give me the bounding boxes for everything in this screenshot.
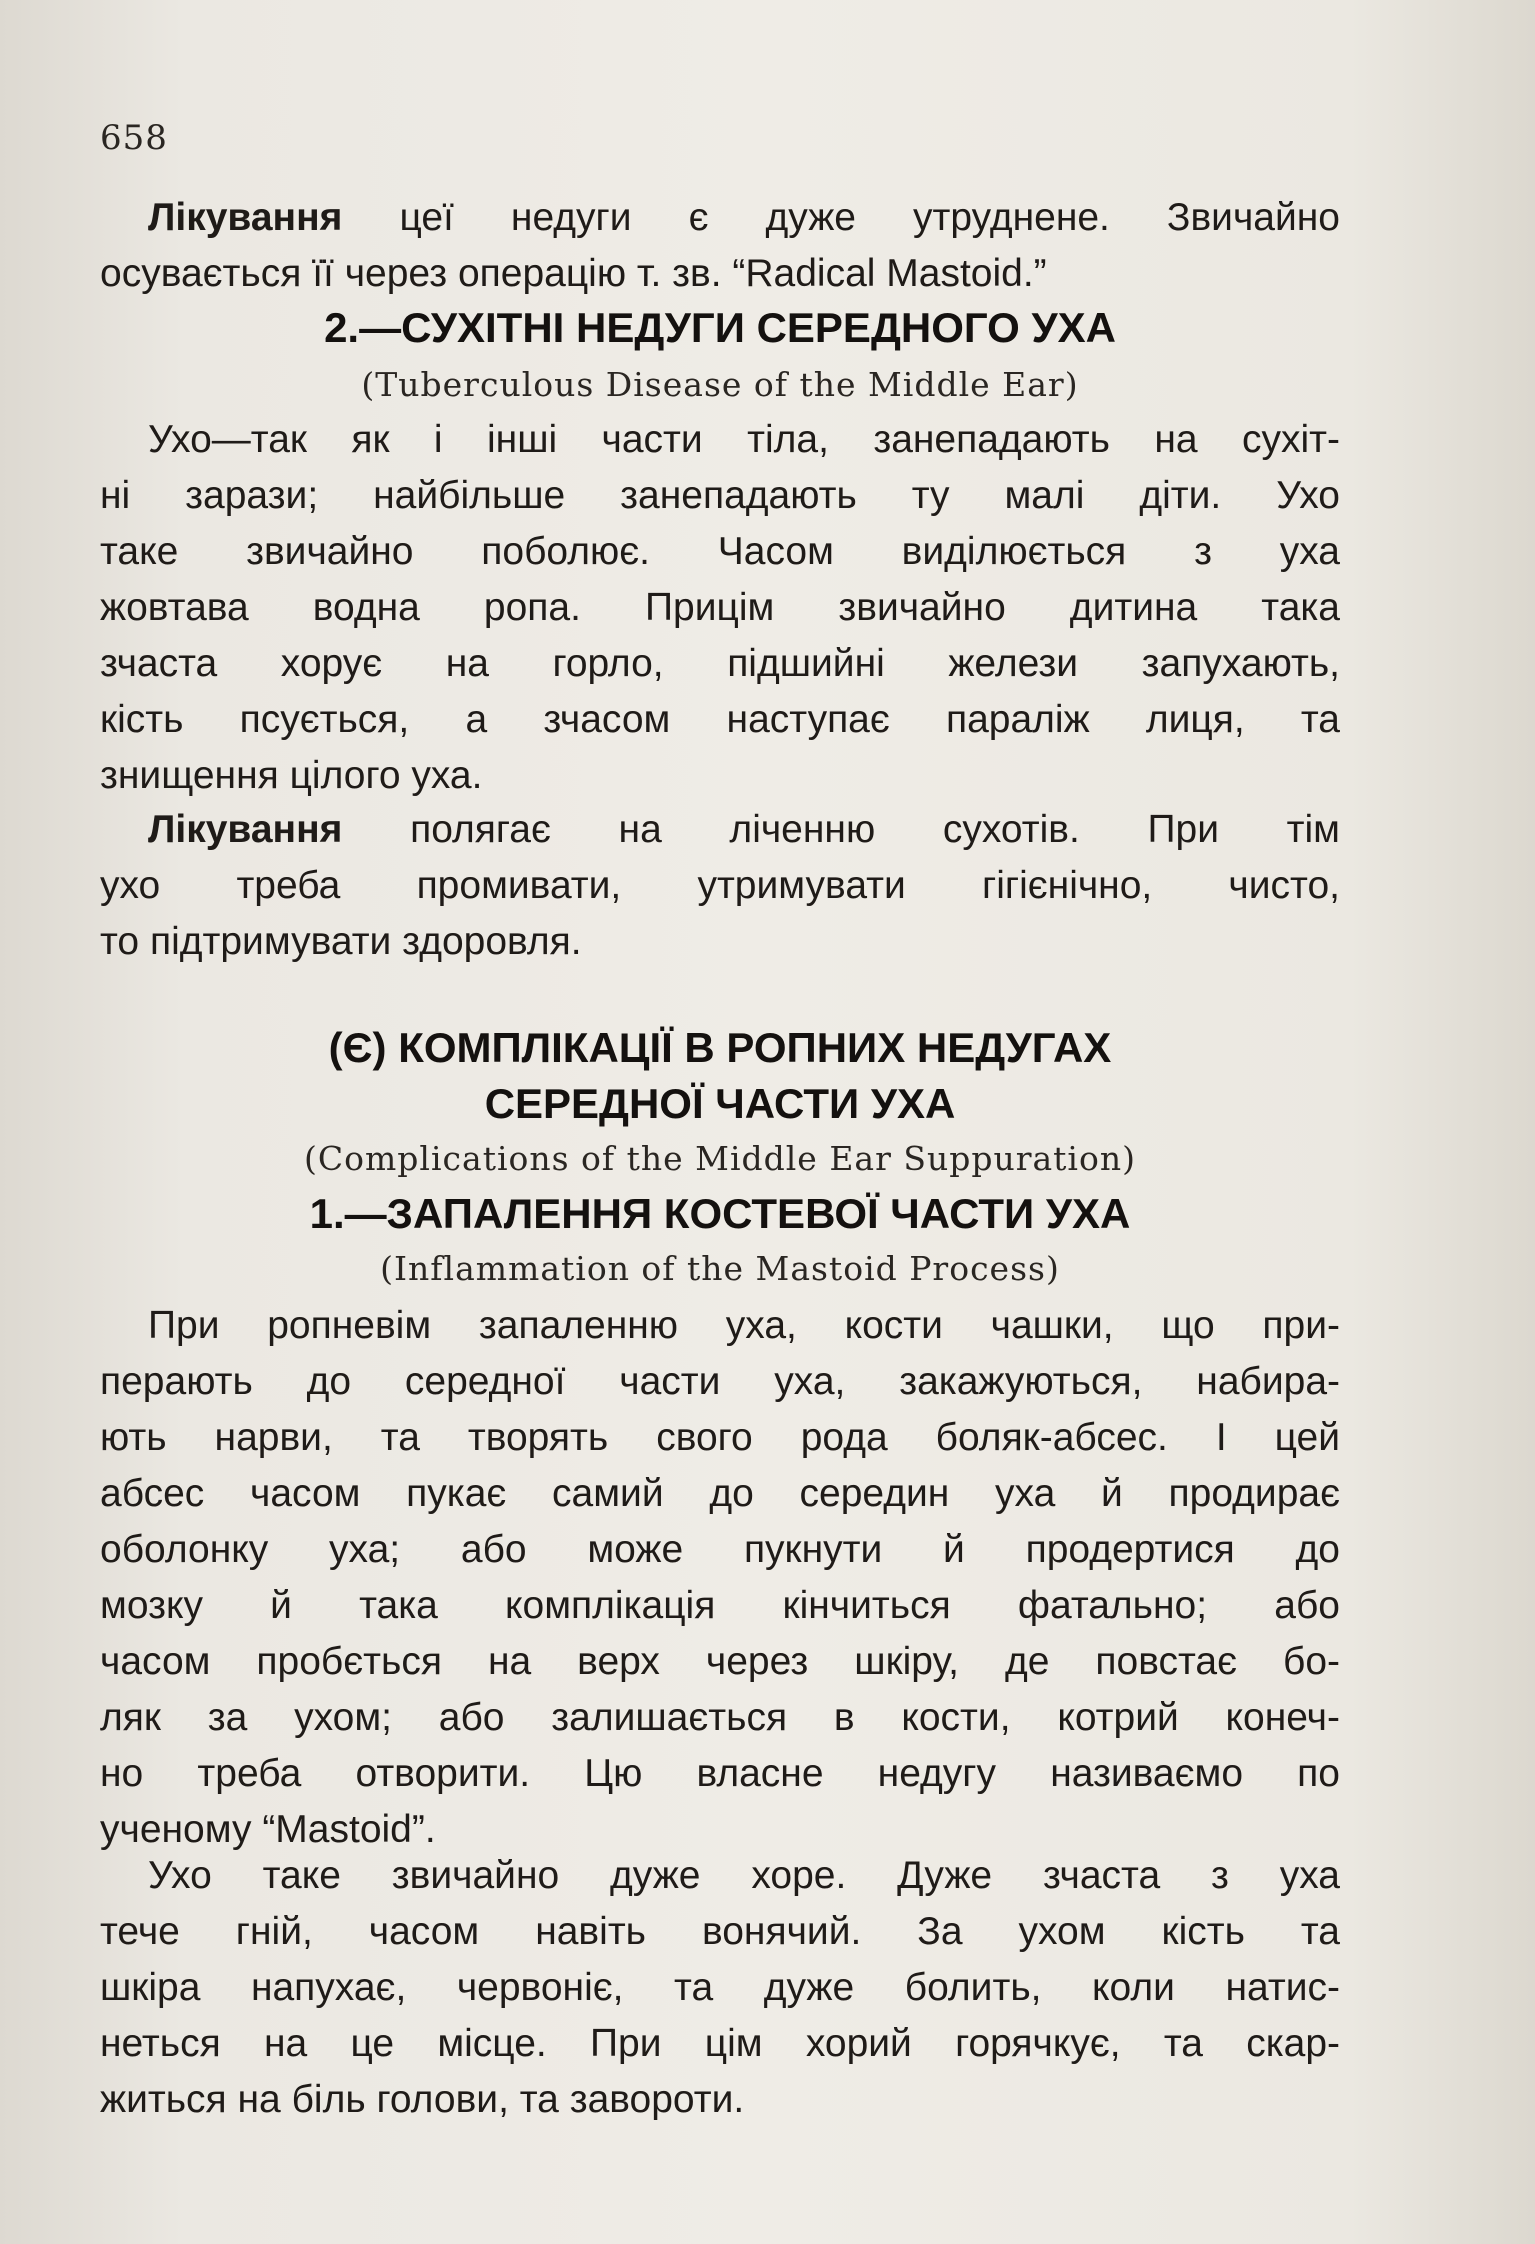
text-line: шкіра напухає, червоніє, та дуже болить, коли натис- xyxy=(100,1966,1340,2009)
text-line: то підтримувати здоровля. xyxy=(100,920,582,963)
text-line: При ропневім запаленню уха, кости чашки, що при- xyxy=(148,1304,1340,1347)
text-line: ляк за ухом; або залишається в кости, котрий конеч- xyxy=(100,1696,1340,1739)
text-line: ні зарази; найбільше занепадають ту малі діти. Ухо xyxy=(100,474,1340,517)
text-line: жовтава водна ропа. Прицім звичайно дитина така xyxy=(100,586,1340,629)
text-line: абсес часом пукає самий до середин уха й продирає xyxy=(100,1472,1340,1515)
text-line: кість псується, а зчасом наступає параліж лиця, та xyxy=(100,698,1340,741)
section-subheading-complications: (Complications of the Middle Ear Suppuration) xyxy=(304,1139,1136,1178)
text-line xyxy=(100,190,1340,246)
mastoid-paragraph-2 xyxy=(100,1848,1340,2128)
text-line: ухо треба промивати, утримувати гігієнічно, чисто, xyxy=(100,864,1340,907)
text-line: ученому “Mastoid”. xyxy=(100,1808,436,1851)
treatment-label: Лікування xyxy=(148,808,343,851)
text-fragment: цеї недуги є дуже утруднене. Звичайно xyxy=(342,196,1340,239)
text-line: тече гній, часом навіть вонячий. За ухом кість та xyxy=(100,1910,1340,1953)
text-line: неться на це місце. При цім хорий горячкує, та скар- xyxy=(100,2022,1340,2065)
text-line: ють нарви, та творять свого рода боляк-абсес. І цей xyxy=(100,1416,1340,1459)
section-heading-tuberculous: 2.—СУХІТНІ НЕДУГИ СЕРЕДНОГО УХА xyxy=(324,304,1116,351)
text-line: осувається її через операцію т. зв. “Radical Mastoid.” xyxy=(100,252,1047,295)
text-line: оболонку уха; або може пукнути й продертися до xyxy=(100,1528,1340,1571)
section-subheading-mastoid: (Inflammation of the Mastoid Process) xyxy=(380,1249,1060,1288)
treatment-paragraph-1 xyxy=(100,190,1340,302)
text-line: таке звичайно поболює. Часом виділюється з уха xyxy=(100,530,1340,573)
tuberculous-paragraph xyxy=(100,412,1340,804)
text-line: часом пробється на верх через шкіру, де повстає бо- xyxy=(100,1640,1340,1683)
text-line: мозку й така комплікація кінчиться фатально; або xyxy=(100,1584,1340,1627)
page-number: 658 xyxy=(100,118,168,158)
section-heading-complications-line2: СЕРЕДНОЇ ЧАСТИ УХА xyxy=(484,1080,956,1127)
text-line: Ухо—так як і інші части тіла, занепадають на сухіт- xyxy=(148,418,1340,461)
text-line: Ухо таке звичайно дуже хоре. Дуже зчаста з уха xyxy=(148,1854,1340,1897)
treatment-paragraph-2 xyxy=(100,802,1340,970)
treatment-label: Лікування xyxy=(148,196,343,239)
text-line: житься на біль голови, та завороти. xyxy=(100,2078,745,2121)
text-line: но треба отворити. Цю власне недугу називаємо по xyxy=(100,1752,1340,1795)
section-subheading-tuberculous: (Tuberculous Disease of the Middle Ear) xyxy=(361,365,1079,404)
text-fragment: полягає на ліченню сухотів. При тім xyxy=(342,808,1340,851)
text-line xyxy=(100,802,1340,858)
text-line: знищення цілого уха. xyxy=(100,754,483,797)
section-heading-mastoid: 1.—ЗАПАЛЕННЯ КОСТЕВОЇ ЧАСТИ УХА xyxy=(309,1190,1131,1237)
text-line: зчаста хорує на горло, підшийні желези запухають, xyxy=(100,642,1340,685)
section-heading-complications-line1: (Є) КОМПЛІКАЦІЇ В РОПНИХ НЕДУГАХ xyxy=(328,1024,1112,1071)
text-line: перають до середної части уха, закажуються, набира- xyxy=(100,1360,1340,1403)
mastoid-paragraph-1 xyxy=(100,1298,1340,1858)
